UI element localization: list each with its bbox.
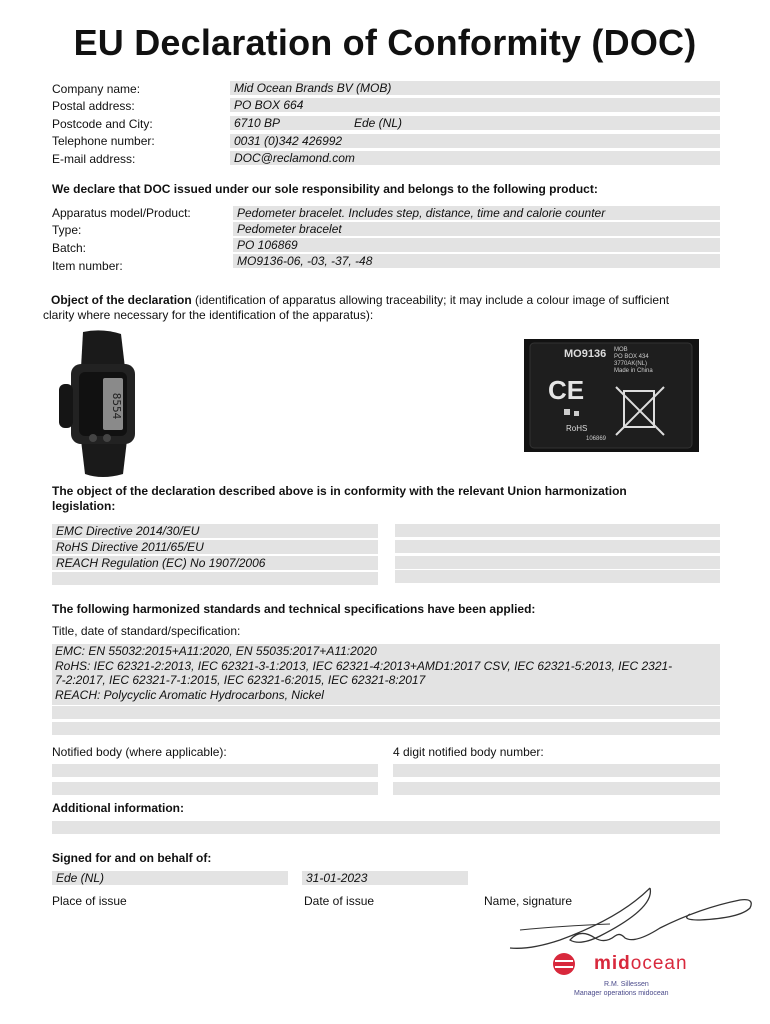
company-name-label: Company name: (52, 82, 141, 96)
pedometer-bracelet-image (55, 328, 150, 480)
apparatus-field[interactable]: Pedometer bracelet. Includes step, distance, time and calorie counter (233, 206, 720, 220)
type-field[interactable]: Pedometer bracelet (233, 222, 720, 236)
postcode-field[interactable] (230, 116, 720, 130)
handwritten-signature (500, 878, 760, 958)
postal-address-field[interactable]: PO BOX 664 (230, 98, 720, 112)
signer-role: Manager operations midocean (574, 990, 669, 997)
item-number-label: Item number: (52, 259, 123, 273)
photo-line-2: PO BOX 434 (614, 354, 649, 360)
place-of-issue-field[interactable]: Ede (NL) (52, 871, 288, 885)
legislation-item[interactable]: RoHS Directive 2011/65/EU (52, 540, 378, 554)
item-number-field[interactable]: MO9136-06, -03, -37, -48 (233, 254, 720, 268)
object-text-1: (identification of apparatus allowing traceability; it may include a colour image of sufficient (195, 293, 670, 307)
ce-mark-icon: CE (548, 375, 585, 405)
conformity-heading-2: legislation: (52, 499, 116, 513)
legislation-item[interactable]: EMC Directive 2014/30/EU (52, 524, 378, 538)
email-field[interactable]: DOC@reclamond.com (230, 151, 720, 165)
legislation-empty-field[interactable] (395, 570, 720, 583)
notified-body-field[interactable] (52, 764, 378, 777)
date-of-issue-field[interactable]: 31-01-2023 (302, 871, 468, 885)
notified-number-field[interactable] (393, 764, 720, 777)
standard-rohs-2: 7-2:2017, IEC 62321-7-1:2015, IEC 62321-6:2015, IEC 62321-8:2017 (55, 673, 426, 687)
additional-info-field[interactable] (52, 821, 720, 834)
standards-sublabel: Title, date of standard/specification: (52, 624, 241, 638)
midocean-logo-text (594, 953, 688, 975)
signer-name: R.M. Sillessen (604, 981, 649, 988)
city-value: Ede (NL) (354, 116, 403, 130)
standards-heading: The following harmonized standards and technical specifications have been applied: (52, 602, 536, 616)
photo-line-4: Made in China (614, 368, 653, 374)
standard-rohs-1: RoHS: IEC 62321-2:2013, IEC 62321-3-1:2013, IEC 62321-4:2013+AMD1:2017 CSV, IEC 62321-5:2013, IEC 2321- (55, 658, 673, 673)
conformity-heading-1: The object of the declaration described above is in conformity with the relevant Union harmonization (52, 484, 627, 498)
legislation-empty-field[interactable] (52, 572, 378, 585)
declare-statement: We declare that DOC issued under our sole responsibility and belongs to the following product: (52, 182, 598, 196)
email-label: E-mail address: (52, 152, 136, 166)
page-title: EU Declaration of Conformity (DOC) (73, 22, 697, 63)
batch-label: Batch: (52, 241, 87, 255)
place-of-issue-label: Place of issue (52, 894, 127, 908)
standard-reach: REACH: Polycyclic Aromatic Hydrocarbons, Nickel (55, 687, 324, 702)
telephone-label: Telephone number: (52, 134, 155, 148)
rohs-mark: RoHS (566, 424, 588, 433)
postcode-city-label: Postcode and City: (52, 117, 153, 131)
legislation-empty-field[interactable] (395, 540, 720, 553)
object-heading: Object of the declaration (51, 293, 192, 307)
product-label-photo (524, 339, 699, 452)
standard-emc: EMC: EN 55032:2015+A11:2020, EN 55035:2017+A11:2020 (55, 644, 377, 658)
batch-field[interactable]: PO 106869 (233, 238, 720, 252)
additional-info-label: Additional information: (52, 801, 184, 815)
telephone-field[interactable]: 0031 (0)342 426992 (230, 134, 720, 148)
photo-batch: 106869 (586, 436, 607, 442)
legislation-empty-field[interactable] (395, 556, 720, 569)
standards-empty-field[interactable] (52, 722, 720, 735)
type-label: Type: (52, 223, 82, 237)
svg-text:8554: 8554 (110, 392, 123, 420)
name-signature-label: Name, signature (484, 894, 573, 908)
notified-body-field[interactable] (52, 782, 378, 795)
standards-field[interactable] (52, 644, 720, 705)
logo-mid: mid (594, 953, 631, 974)
legislation-empty-field[interactable] (395, 524, 720, 537)
company-name-field[interactable]: Mid Ocean Brands BV (MOB) (230, 81, 720, 95)
legislation-item[interactable]: REACH Regulation (EC) No 1907/2006 (52, 556, 378, 570)
midocean-logo-icon (552, 952, 576, 976)
photo-line-1: MOB (614, 347, 628, 353)
apparatus-label: Apparatus model/Product: (52, 206, 191, 220)
postcode-value: 6710 BP (234, 116, 281, 130)
object-declaration-text (43, 293, 733, 323)
photo-model-code: MO9136 (564, 348, 607, 360)
postal-address-label: Postal address: (52, 99, 135, 113)
date-of-issue-label: Date of issue (304, 894, 375, 908)
standards-empty-field[interactable] (52, 706, 720, 719)
notified-number-label: 4 digit notified body number: (393, 745, 544, 759)
object-text-2: clarity where necessary for the identification of the apparatus): (43, 308, 374, 322)
signed-heading: Signed for and on behalf of: (52, 851, 212, 865)
notified-body-label: Notified body (where applicable): (52, 745, 227, 759)
logo-ocean: ocean (630, 953, 688, 974)
photo-line-3: 3770AK(NL) (614, 361, 648, 367)
notified-number-field[interactable] (393, 782, 720, 795)
